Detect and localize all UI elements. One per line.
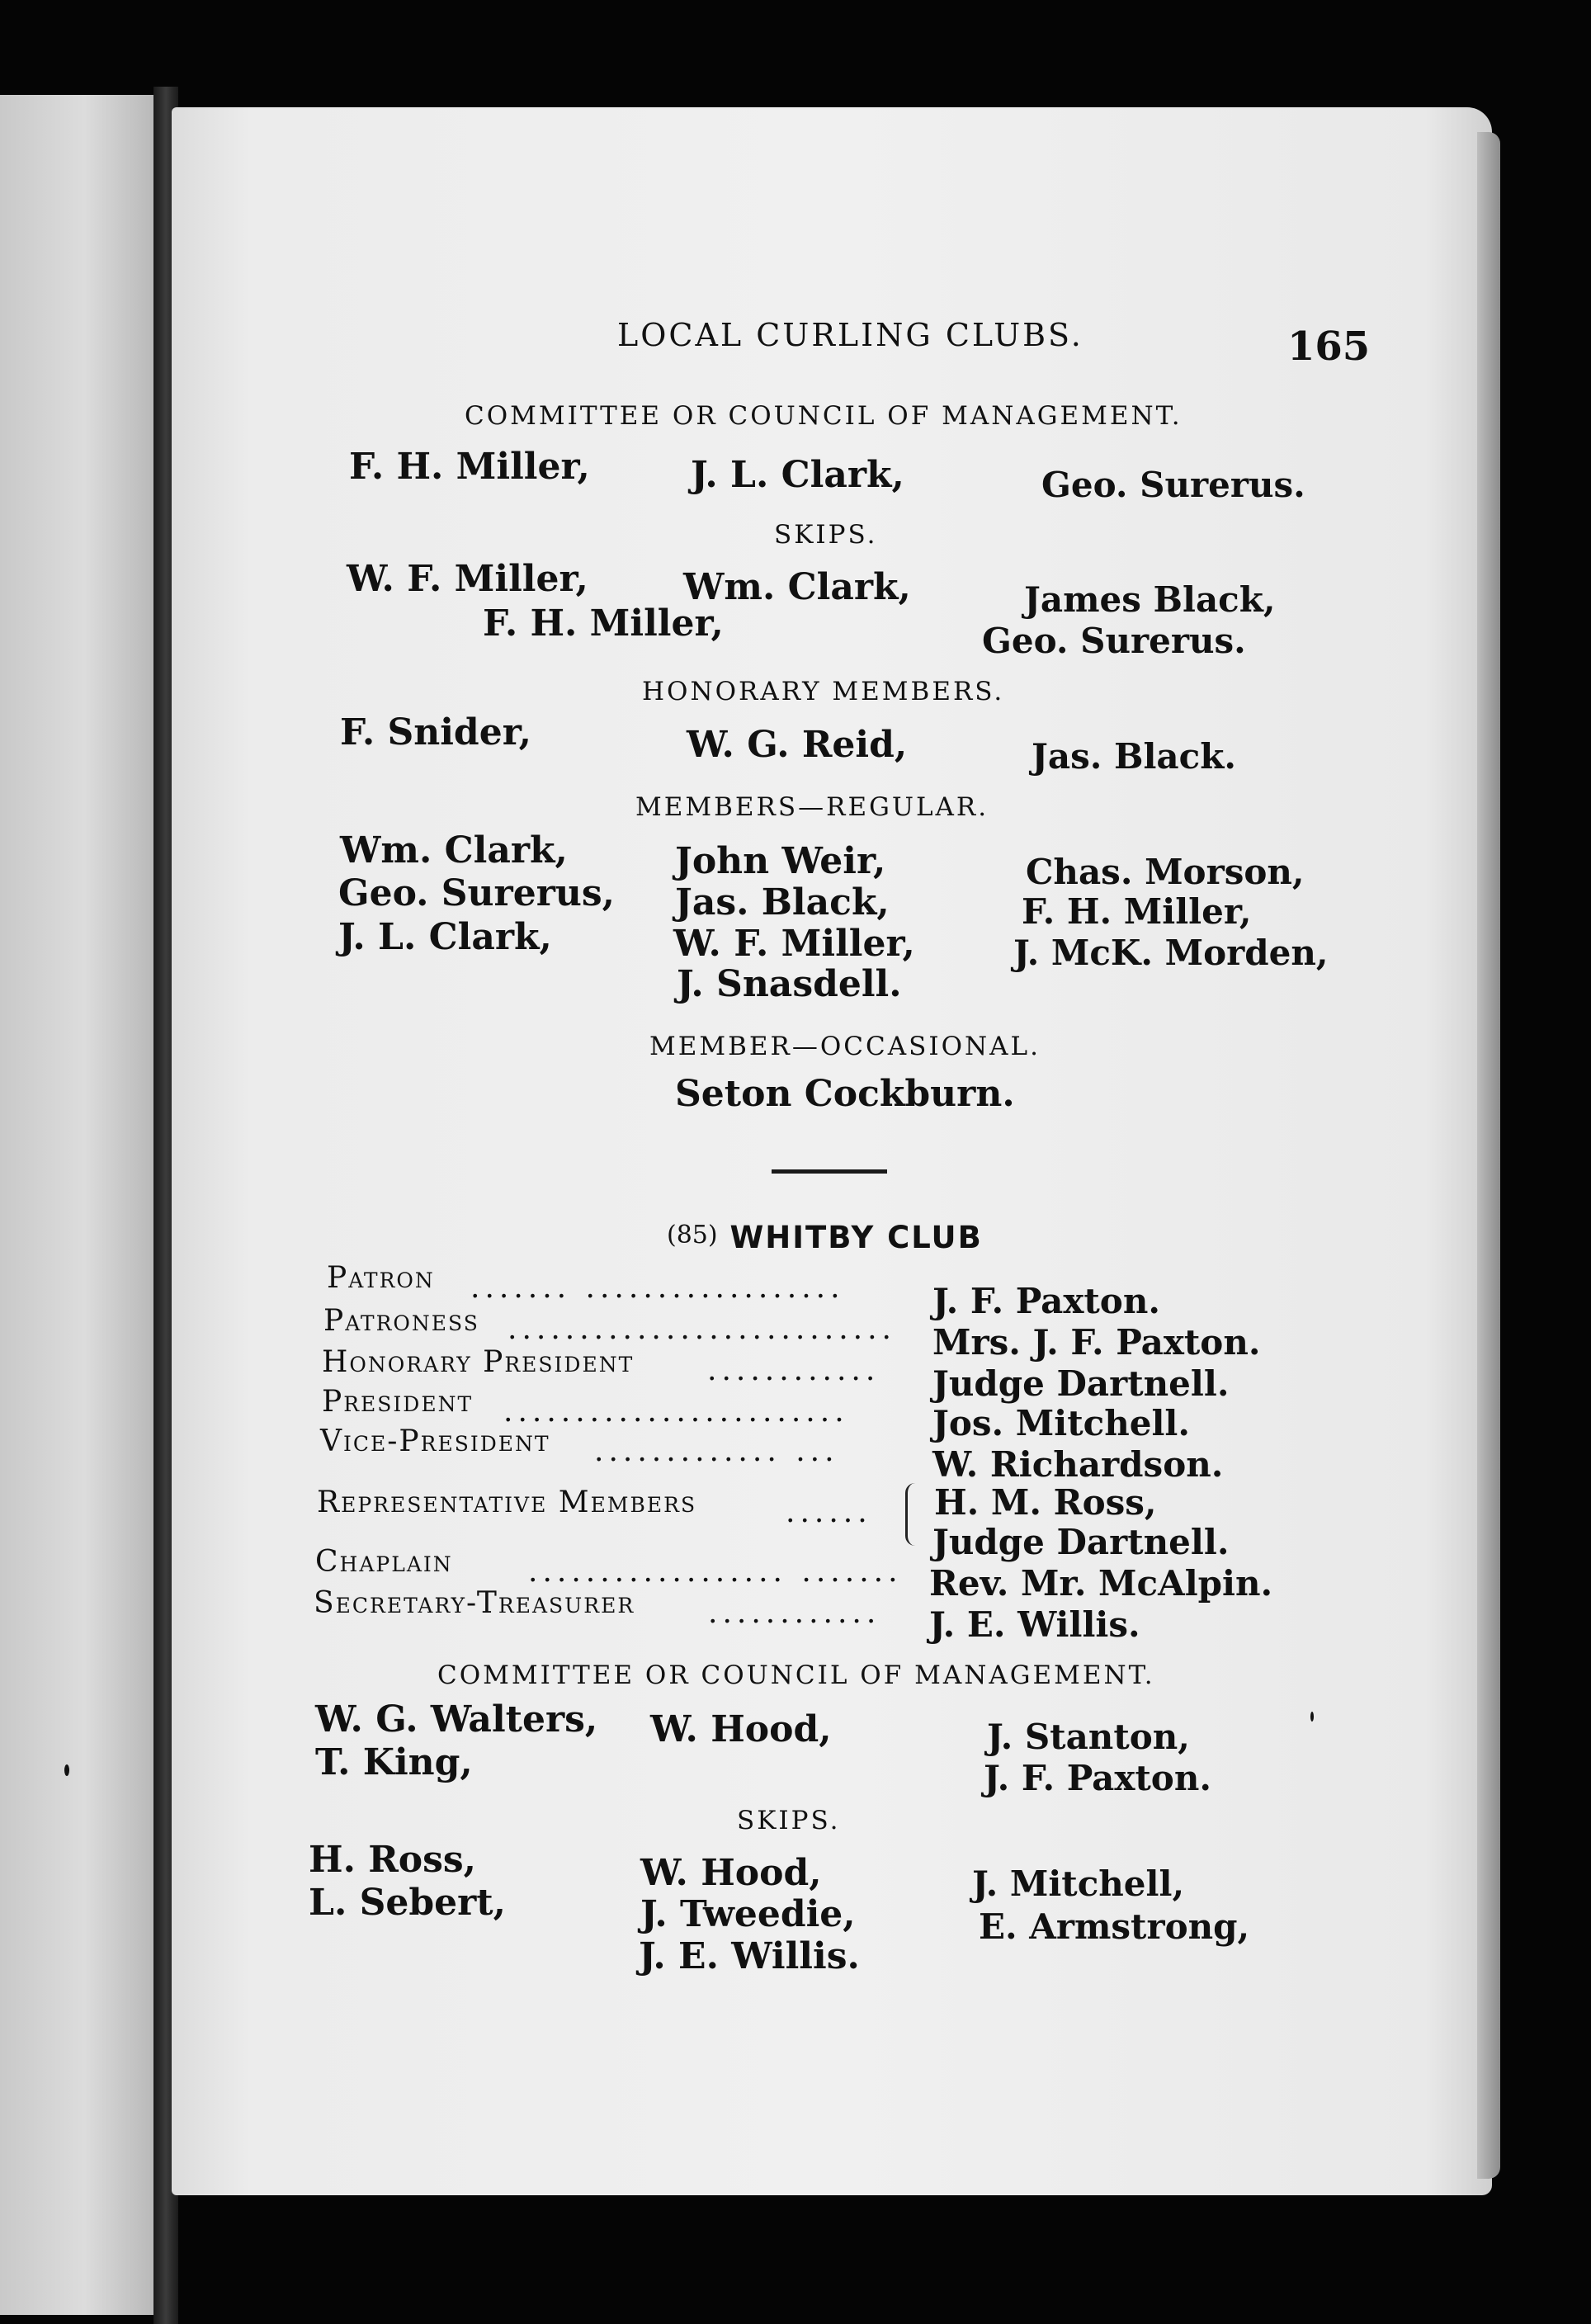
leader-dots: ............	[708, 1596, 881, 1630]
committee-member: J. L. Clark,	[691, 454, 904, 496]
officer-name: Rev. Mr. McAlpin.	[929, 1563, 1273, 1604]
committee-member: W. Hood,	[650, 1708, 832, 1750]
regular-member: J. L. Clark,	[338, 916, 552, 958]
officer-name: W. Richardson.	[932, 1444, 1224, 1485]
scan-speck	[1310, 1712, 1314, 1722]
regular-member: Jas. Black,	[675, 881, 890, 923]
skip-name: W. F. Miller,	[347, 558, 588, 600]
scan-speck	[64, 1764, 69, 1776]
regular-member: F. H. Miller,	[1022, 891, 1252, 932]
skip-name: H. Ross,	[309, 1839, 476, 1881]
officer-role: Representative Members	[317, 1486, 697, 1519]
officer-role: Chaplain	[315, 1545, 453, 1579]
committee-member: Geo. Surerus.	[1041, 465, 1305, 505]
skip-name: J. Mitchell,	[972, 1863, 1185, 1904]
honorary-member: F. Snider,	[340, 711, 531, 753]
officer-name: J. F. Paxton.	[932, 1281, 1160, 1321]
officer-name: Jos. Mitchell.	[932, 1403, 1190, 1443]
officer-role: Patroness	[323, 1304, 479, 1338]
officer-role: Vice-President	[320, 1424, 550, 1458]
skip-name: E. Armstrong,	[979, 1906, 1250, 1947]
leader-dots: ......	[786, 1495, 872, 1529]
page-edge	[1477, 132, 1500, 2179]
skip-name: W. Hood,	[640, 1852, 822, 1894]
committee-heading: COMMITTEE OR COUNCIL OF MANAGEMENT.	[437, 1660, 1155, 1690]
page-number: 165	[1287, 324, 1371, 370]
officer-role: Secretary-Treasurer	[314, 1586, 635, 1620]
regular-member: Geo. Surerus,	[338, 872, 615, 914]
club-title	[667, 1220, 983, 1255]
officer-role: Patron	[327, 1261, 435, 1295]
leader-dots: ........................	[503, 1395, 849, 1429]
officer-name: Mrs. J. F. Paxton.	[932, 1322, 1261, 1363]
officer-name: H. M. Ross,	[934, 1482, 1157, 1523]
skip-name: James Black,	[1024, 579, 1276, 620]
honorary-member: Jas. Black.	[1032, 736, 1236, 777]
facing-page	[0, 95, 153, 2315]
regular-member: W. F. Miller,	[673, 923, 915, 965]
occasional-heading: MEMBER—OCCASIONAL.	[649, 1032, 1041, 1061]
officer-role: Honorary President	[322, 1345, 635, 1379]
regular-member: J. Snasdell.	[677, 963, 902, 1005]
leader-dots: ............. ...	[594, 1434, 839, 1468]
skips-heading: SKIPS.	[774, 520, 878, 550]
honorary-heading: HONORARY MEMBERS.	[642, 677, 1005, 706]
brace	[905, 1483, 921, 1546]
committee-member: T. King,	[315, 1741, 473, 1783]
skip-name: J. Tweedie,	[640, 1893, 856, 1935]
skip-name: J. E. Willis.	[639, 1935, 860, 1977]
committee-member: J. Stanton,	[987, 1717, 1190, 1757]
skip-name: Wm. Clark,	[683, 566, 911, 608]
club-number: (85)	[667, 1221, 718, 1249]
running-title: LOCAL CURLING CLUBS.	[617, 317, 1083, 353]
regular-member: Wm. Clark,	[340, 829, 568, 872]
regular-heading: MEMBERS—REGULAR.	[635, 792, 989, 822]
club-name: WHITBY CLUB	[729, 1220, 983, 1255]
committee-member: J. F. Paxton.	[984, 1758, 1211, 1798]
honorary-member: W. G. Reid,	[687, 724, 908, 766]
officer-name: Judge Dartnell.	[932, 1363, 1230, 1404]
section-rule	[772, 1169, 887, 1174]
leader-dots: .................. .......	[528, 1555, 903, 1589]
skip-name: L. Sebert,	[309, 1882, 506, 1924]
committee-heading: COMMITTEE OR COUNCIL OF MANAGEMENT.	[465, 401, 1183, 431]
skips-heading: SKIPS.	[737, 1806, 841, 1835]
leader-dots: ...........................	[508, 1312, 896, 1346]
regular-member: John Weir,	[675, 840, 886, 882]
skip-name: Geo. Surerus.	[982, 621, 1246, 661]
committee-member: W. G. Walters,	[315, 1698, 598, 1741]
officer-role: President	[322, 1385, 474, 1419]
officer-name: Judge Dartnell.	[932, 1522, 1230, 1562]
officer-name: J. E. Willis.	[929, 1604, 1140, 1645]
leader-dots: ....... ..................	[470, 1271, 845, 1305]
skip-name: F. H. Miller,	[483, 602, 724, 645]
regular-member: Chas. Morson,	[1026, 852, 1305, 892]
leader-dots: ............	[707, 1353, 880, 1387]
regular-member: J. McK. Morden,	[1013, 933, 1329, 973]
occasional-member: Seton Cockburn.	[675, 1073, 1015, 1115]
committee-member: F. H. Miller,	[349, 446, 590, 488]
